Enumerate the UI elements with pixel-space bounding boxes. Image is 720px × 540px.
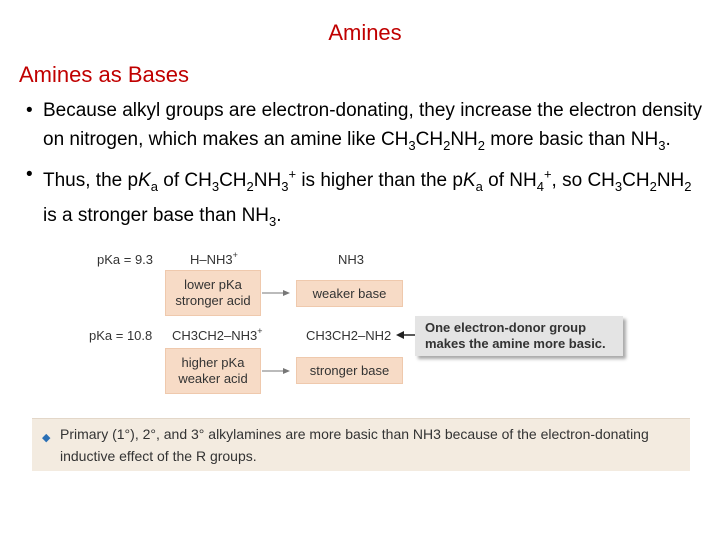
pka-label-2 xyxy=(89,328,152,343)
box-text: stronger base xyxy=(309,363,390,378)
weaker-base-box xyxy=(296,280,403,307)
arrow-head xyxy=(283,368,290,374)
summary-note xyxy=(32,418,690,471)
base-formula: NH3 xyxy=(338,252,365,267)
bullet-text: Because alkyl groups are electron-donating, they increase the electron density on nitrogen, which makes an amine like $CH_3CH_2NH_2$ more basic than $NH_3$. xyxy=(43,100,703,153)
page-title: Amines xyxy=(328,20,402,45)
electron-donor-callout xyxy=(415,316,623,356)
box-text: weaker base xyxy=(312,286,387,301)
acid-formula: CH3CH2–NH3 xyxy=(172,328,258,343)
base-1 xyxy=(338,252,364,267)
bullet-text: Thus, the $pK_a$ of $CH_3CH_2NH_3^+$ is higher than the $pK_a$ of $NH_4^+$, so $CH_3CH_2NH_2$ is a stronger base than $NH_3$. xyxy=(43,166,692,229)
arrow-head xyxy=(396,331,404,339)
higher-pka-box xyxy=(165,348,261,394)
acid-formula: H–NH3 xyxy=(190,252,233,267)
box-line: lower pKa xyxy=(184,277,242,292)
box-line: weaker acid xyxy=(178,371,248,386)
pka-label-1 xyxy=(97,252,153,267)
base-formula: CH3CH2–NH2 xyxy=(306,328,392,343)
pka-text: pKa = 9.3 xyxy=(97,252,154,267)
arrow-head xyxy=(283,290,290,296)
note-text: Primary (1°), 2°, and 3° alkylamines are more basic than NH3 because of the electron-donating inductive effect of the R groups. xyxy=(60,426,649,464)
acid-2 xyxy=(172,328,263,343)
charge: + xyxy=(257,326,263,336)
acid-1 xyxy=(190,252,238,267)
lower-pka-box xyxy=(165,270,261,316)
callout-line: One electron-donor group xyxy=(425,320,587,335)
section-subtitle: Amines as Bases xyxy=(19,62,189,87)
callout-line: makes the amine more basic. xyxy=(425,336,606,351)
bullet-dot: • xyxy=(26,163,33,185)
box-line: stronger acid xyxy=(175,293,251,308)
stronger-base-box xyxy=(296,357,403,384)
diamond-bullet-icon: ◆ xyxy=(42,432,51,444)
pka-text: pKa = 10.8 xyxy=(89,328,153,343)
bullet-dot: • xyxy=(26,100,33,121)
charge: + xyxy=(232,250,238,260)
box-line: higher pKa xyxy=(181,355,245,370)
base-2 xyxy=(306,328,391,343)
